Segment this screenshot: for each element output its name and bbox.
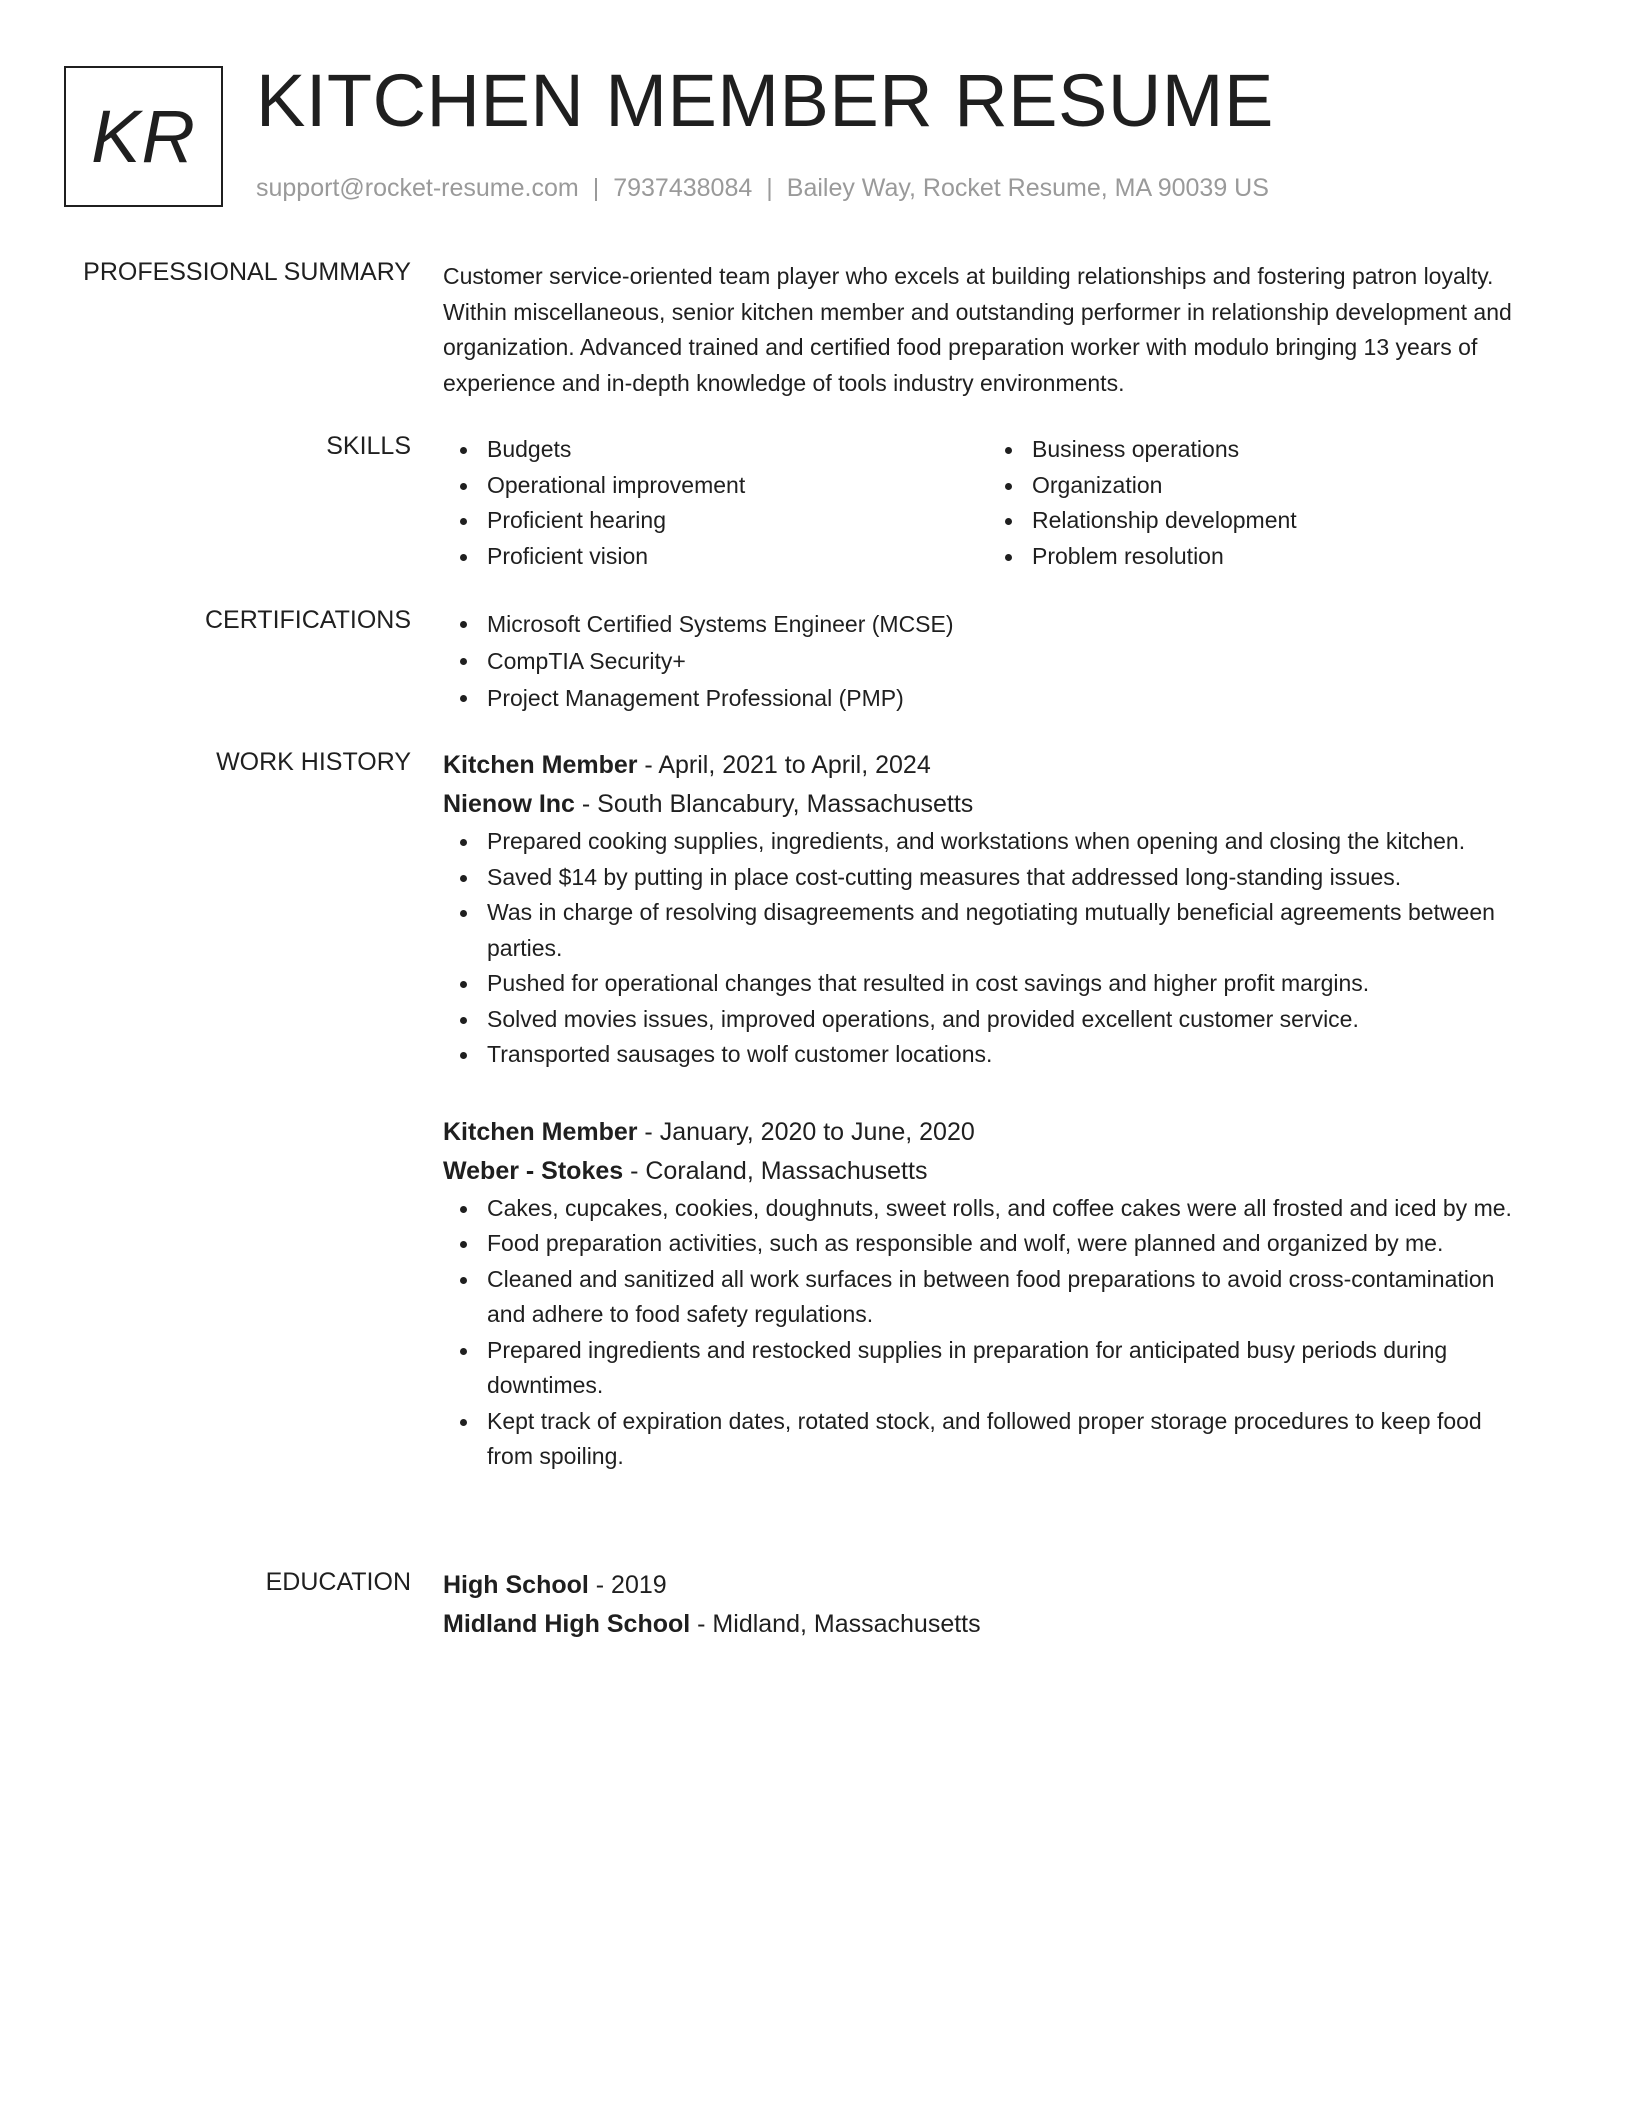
skill-item: Proficient vision [487, 539, 988, 575]
education-heading: EDUCATION [265, 1568, 411, 1596]
job-duties [443, 1191, 1533, 1475]
monogram-box [64, 66, 223, 207]
skill-item: Business operations [1032, 432, 1533, 468]
education-degree: High School [443, 1571, 589, 1599]
job-company: Weber - Stokes [443, 1156, 624, 1185]
job-title-line [443, 746, 1533, 785]
duty-item: Food preparation activities, such as responsible and wolf, were planned and organized by me. [487, 1226, 1533, 1262]
skill-item: Budgets [487, 432, 988, 468]
certification-item: Microsoft Certified Systems Engineer (MCSE) [487, 606, 1533, 643]
duty-item: Transported sausages to wolf customer locations. [487, 1037, 1533, 1073]
duty-item: Pushed for operational changes that resulted in cost savings and higher profit margins. [487, 966, 1533, 1002]
certifications-list [443, 606, 1533, 717]
skill-item: Operational improvement [487, 468, 988, 504]
contact-email: support@rocket-resume.com [256, 174, 579, 202]
contact-phone: 7937438084 [613, 174, 753, 202]
job-location: - South Blancabury, Massachusetts [574, 790, 974, 818]
education-school: Midland High School [443, 1610, 691, 1638]
resume-title: KITCHEN MEMBER RESUME [256, 59, 1274, 142]
duty-item: Prepared ingredients and restocked supplies in preparation for anticipated busy periods during downtimes. [487, 1333, 1533, 1404]
duty-item: Solved movies issues, improved operations, and provided excellent customer service. [487, 1002, 1533, 1038]
education-degree-line [443, 1566, 1533, 1605]
job-title-line [443, 1113, 1533, 1152]
skills-column-left [443, 432, 988, 574]
education-year: - 2019 [588, 1571, 667, 1599]
job-location: - Coraland, Massachusetts [623, 1156, 928, 1185]
contact-separator: | [592, 174, 600, 202]
skills-heading: SKILLS [326, 432, 411, 460]
education-entry [443, 1566, 1533, 1644]
duty-item: Cleaned and sanitized all work surfaces in between food preparations to avoid cross-contamination and adhere to food safety regulations. [487, 1262, 1533, 1333]
education-school-line [443, 1605, 1533, 1644]
duty-item: Kept track of expiration dates, rotated stock, and followed proper storage procedures to keep food from spoiling. [487, 1404, 1533, 1475]
skill-item: Organization [1032, 468, 1533, 504]
skill-item: Proficient hearing [487, 503, 988, 539]
duty-item: Was in charge of resolving disagreements and negotiating mutually beneficial agreements between parties. [487, 895, 1533, 966]
contact-line [256, 174, 1269, 203]
summary-text: Customer service-oriented team player who excels at building relationships and fostering patron loyalty. Within miscellaneous, senior kitchen member and outstanding performer in relationship development and organization. Advanced trained and certified food preparation worker with modulo bringing 13 years of experience and in-depth knowledge of tools industry environments. [443, 263, 1512, 396]
contact-address: Bailey Way, Rocket Resume, MA 90039 US [786, 174, 1269, 202]
job-duties [443, 824, 1533, 1073]
job-title: Kitchen Member [443, 751, 638, 779]
job-company-line [443, 785, 1533, 824]
certification-item: CompTIA Security+ [487, 643, 1533, 680]
summary-heading: PROFESSIONAL SUMMARY [83, 258, 411, 286]
skill-item: Problem resolution [1032, 539, 1533, 575]
job-company-line [443, 1152, 1533, 1191]
job-company: Nienow Inc [443, 790, 575, 818]
job-title: Kitchen Member [443, 1117, 638, 1146]
contact-separator: | [766, 174, 773, 202]
duty-item: Saved $14 by putting in place cost-cutting measures that addressed long-standing issues. [487, 860, 1533, 896]
skill-item: Relationship development [1032, 503, 1533, 539]
job-entry [443, 1113, 1533, 1475]
job-entry [443, 746, 1533, 1073]
skills-list [443, 432, 1533, 574]
job-dates: - April, 2021 to April, 2024 [637, 751, 931, 779]
job-dates: - January, 2020 to June, 2020 [637, 1117, 975, 1146]
work-history-list [443, 746, 1533, 1515]
duty-item: Prepared cooking supplies, ingredients, and workstations when opening and closing the kitchen. [487, 824, 1533, 860]
duty-item: Cakes, cupcakes, cookies, doughnuts, sweet rolls, and coffee cakes were all frosted and iced by me. [487, 1191, 1533, 1227]
work-history-heading: WORK HISTORY [216, 748, 411, 776]
education-location: - Midland, Massachusetts [690, 1610, 981, 1638]
monogram-initials: KR [91, 94, 196, 178]
certifications-heading: CERTIFICATIONS [204, 606, 411, 634]
skills-column-right [988, 432, 1533, 574]
certification-item: Project Management Professional (PMP) [487, 680, 1533, 717]
